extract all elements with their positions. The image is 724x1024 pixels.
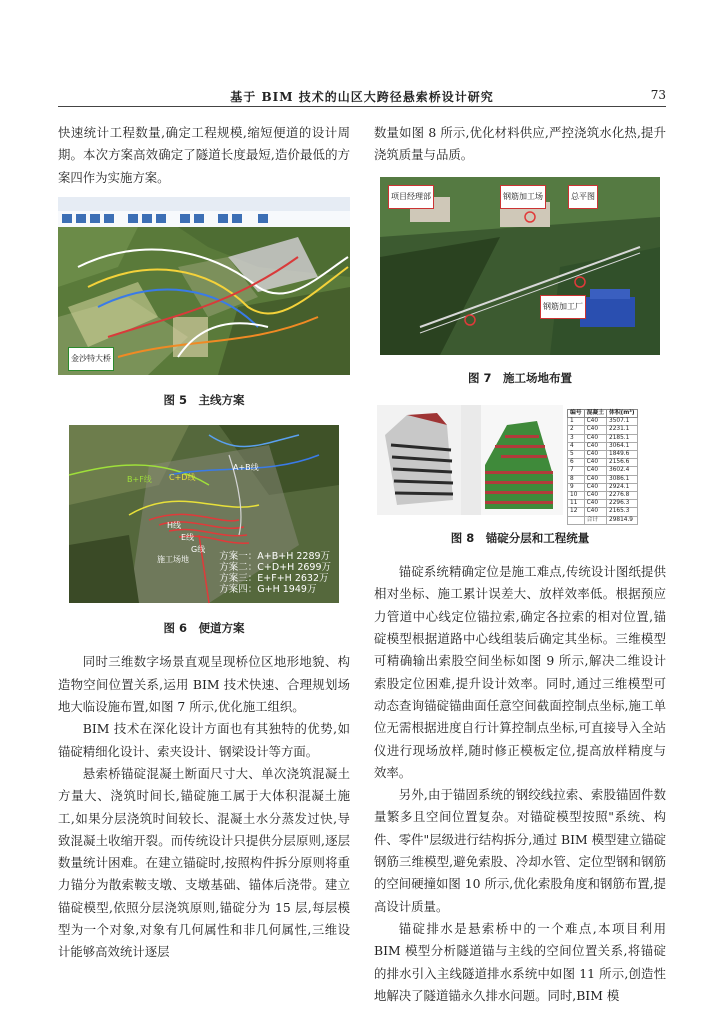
table-row	[568, 426, 638, 434]
legend-item: 方案二：C+D+H 2699万	[219, 562, 331, 574]
site-label: 总平图	[568, 185, 598, 209]
table-cell: 2185.1	[607, 434, 637, 442]
table-header-row	[568, 409, 638, 417]
table-cell: C40	[584, 450, 606, 458]
site-label: 钢筋加工场	[500, 185, 546, 209]
figure-7-caption: 图 7 施工场地布置	[467, 370, 572, 385]
table-row	[568, 500, 638, 508]
table-cell: 合计	[584, 516, 606, 524]
table-cell: 3	[568, 434, 585, 442]
table-cell: 2276.8	[607, 491, 637, 499]
route-label: C+D线	[169, 473, 196, 483]
running-title: 基于 BIM 技术的山区大跨径悬索桥设计研究	[230, 90, 494, 104]
cost-legend	[219, 551, 331, 595]
table-cell: C40	[584, 483, 606, 491]
left-column	[58, 122, 350, 964]
table-cell: 2165.3	[607, 508, 637, 516]
route-label: E线	[181, 533, 195, 543]
route-label: B+F线	[127, 475, 152, 485]
volume-table	[567, 409, 638, 525]
table-cell: C40	[584, 491, 606, 499]
table-cell: C40	[584, 418, 606, 426]
table-total-row	[568, 516, 638, 524]
route-label: H线	[167, 521, 182, 531]
table-row	[568, 483, 638, 491]
table-cell: 2	[568, 426, 585, 434]
figure-7-image	[380, 177, 660, 355]
table-cell	[568, 516, 585, 524]
table-cell: 1849.6	[607, 450, 637, 458]
table-cell: 12	[568, 508, 585, 516]
table-cell: 11	[568, 500, 585, 508]
table-header: 混凝土	[584, 409, 606, 417]
page-number: 73	[650, 88, 666, 102]
table-row	[568, 450, 638, 458]
table-cell: 3602.4	[607, 467, 637, 475]
table-cell: 2296.3	[607, 500, 637, 508]
table-cell: C40	[584, 475, 606, 483]
route-label: G线	[191, 545, 206, 555]
legend-item: 方案一：A+B+H 2289万	[219, 551, 331, 563]
table-cell: C40	[584, 500, 606, 508]
legend-item: 方案四：G+H 1949万	[219, 584, 317, 596]
figure-6-image	[69, 425, 339, 603]
table-cell: 2231.1	[607, 426, 637, 434]
paragraph: 悬索桥锚碇混凝土断面尺寸大、单次浇筑混凝土方量大、浇筑时间长,锚碇施工属于大体积混凝土施工,如果分层浇筑时间较长、混凝土水分蒸发过快,导致混凝土收缩开裂。而传统设计只提供分层原则,逐层数量统计困难。在建立锚碇时,按照构件拆分原则将重力锚分为散索鞍支墩、支墩基础、锚体后浇带。建立锚碇模型,依照分层浇筑原则,锚碇分为 15 层,每层模型为一个对象,对象有几何属性和非几何属性,三维设计能够高效统计逐层	[58, 765, 350, 960]
table-cell: 29814.9	[607, 516, 637, 524]
table-cell: C40	[584, 442, 606, 450]
table-cell: C40	[584, 508, 606, 516]
figure-7	[380, 177, 660, 389]
table-row	[568, 491, 638, 499]
table-header: 编号	[568, 409, 585, 417]
table-cell: 2924.1	[607, 483, 637, 491]
table-cell: 3086.1	[607, 475, 637, 483]
bridge-label: 金沙特大桥	[68, 347, 114, 371]
figure-5-caption: 图 5 主线方案	[163, 392, 245, 407]
paragraph: 同时三维数字场景直观呈现桥位区地形地貌、构造物空间位置关系,运用 BIM 技术快速、合理规划场地大临设施布置,如图 7 所示,优化施工组织。	[58, 654, 350, 715]
table-cell: 8	[568, 475, 585, 483]
paragraph: 锚碇系统精确定位是施工难点,传统设计图纸提供相对坐标、施工累计误差大、放样效率低。根据预应力管道中心线定位锚拉索,确定各拉索的相对位置,锚碇模型根据道路中心线组装后确定其坐标。三维模型可精确输出索股空间坐标如图 9 所示,解决二维设计索股定位困难,提升设计效率。同时,通过三维模型可动态查询锚碇锚曲面任意空间截面控制点坐标,施工单位无需根据进度自行计算控制点坐标,可直接导入全站仪进行现场放样,随时修正模板定位,提高放样精度与效率。	[374, 564, 666, 780]
table-cell: 3507.1	[607, 418, 637, 426]
table-cell: C40	[584, 467, 606, 475]
site-label: 钢筋加工厂	[540, 295, 586, 319]
right-column	[374, 122, 666, 1007]
paragraph: 锚碇排水是悬索桥中的一个难点,本项目利用 BIM 模型分析隧道锚与主线的空间位置关系,将锚碇的排水引入主线隧道排水系统中如图 11 所示,创造性地解决了隧道锚永久排水问题。同时,BIM 模	[374, 920, 666, 1003]
table-cell: 5	[568, 450, 585, 458]
figure-6-caption: 图 6 便道方案	[163, 621, 245, 636]
figure-8	[377, 405, 663, 549]
running-header	[58, 86, 666, 107]
legend-item: 方案三：E+F+H 2632万	[219, 573, 329, 585]
table-cell: 3064.1	[607, 442, 637, 450]
table-row	[568, 475, 638, 483]
table-row	[568, 459, 638, 467]
table-cell: C40	[584, 426, 606, 434]
site-label: 施工场地	[157, 555, 189, 565]
table-row	[568, 508, 638, 516]
paragraph: 数量如图 8 所示,优化材料供应,严控浇筑水化热,提升浇筑质量与品质。	[374, 125, 666, 163]
figure-5	[58, 197, 350, 411]
table-body	[568, 418, 638, 525]
site-label: 项目经理部	[388, 185, 434, 209]
paragraph: 快速统计工程数量,确定工程规模,缩短便道的设计周期。本次方案高效确定了隧道长度最短,造价最低的方案四作为实施方案。	[58, 125, 350, 185]
route-label: A+B线	[233, 463, 259, 473]
table-cell: 9	[568, 483, 585, 491]
table-cell: 4	[568, 442, 585, 450]
table-cell: 1	[568, 418, 585, 426]
table-cell: 2156.6	[607, 459, 637, 467]
table-cell: 7	[568, 467, 585, 475]
paragraph: BIM 技术在深化设计方面也有其独特的优势,如锚碇精细化设计、索夹设计、钢梁设计等方面。	[58, 721, 350, 759]
figure-6	[69, 425, 339, 639]
table-row	[568, 434, 638, 442]
table-header: 体积(m³)	[607, 409, 637, 417]
figure-5-image	[58, 197, 350, 375]
table-cell: C40	[584, 459, 606, 467]
table-row	[568, 418, 638, 426]
figure-8-caption: 图 8 锚碇分层和工程统量	[450, 530, 590, 545]
table-cell: 6	[568, 459, 585, 467]
figure-8-image	[377, 405, 663, 523]
table-row	[568, 467, 638, 475]
table-cell: 10	[568, 491, 585, 499]
table-cell: C40	[584, 434, 606, 442]
paragraph: 另外,由于锚固系统的钢绞线拉索、索股锚固件数量繁多且空间位置复杂。对锚碇模型按照"系统、构件、零件"层级进行结构拆分,通过 BIM 模型建立锚碇钢筋三维模型,避免索股、冷却水管、定位型钢和钢筋的空间硬撞如图 10 所示,优化索股角度和钢筋布置,提高设计质量。	[374, 787, 667, 914]
table-row	[568, 442, 638, 450]
